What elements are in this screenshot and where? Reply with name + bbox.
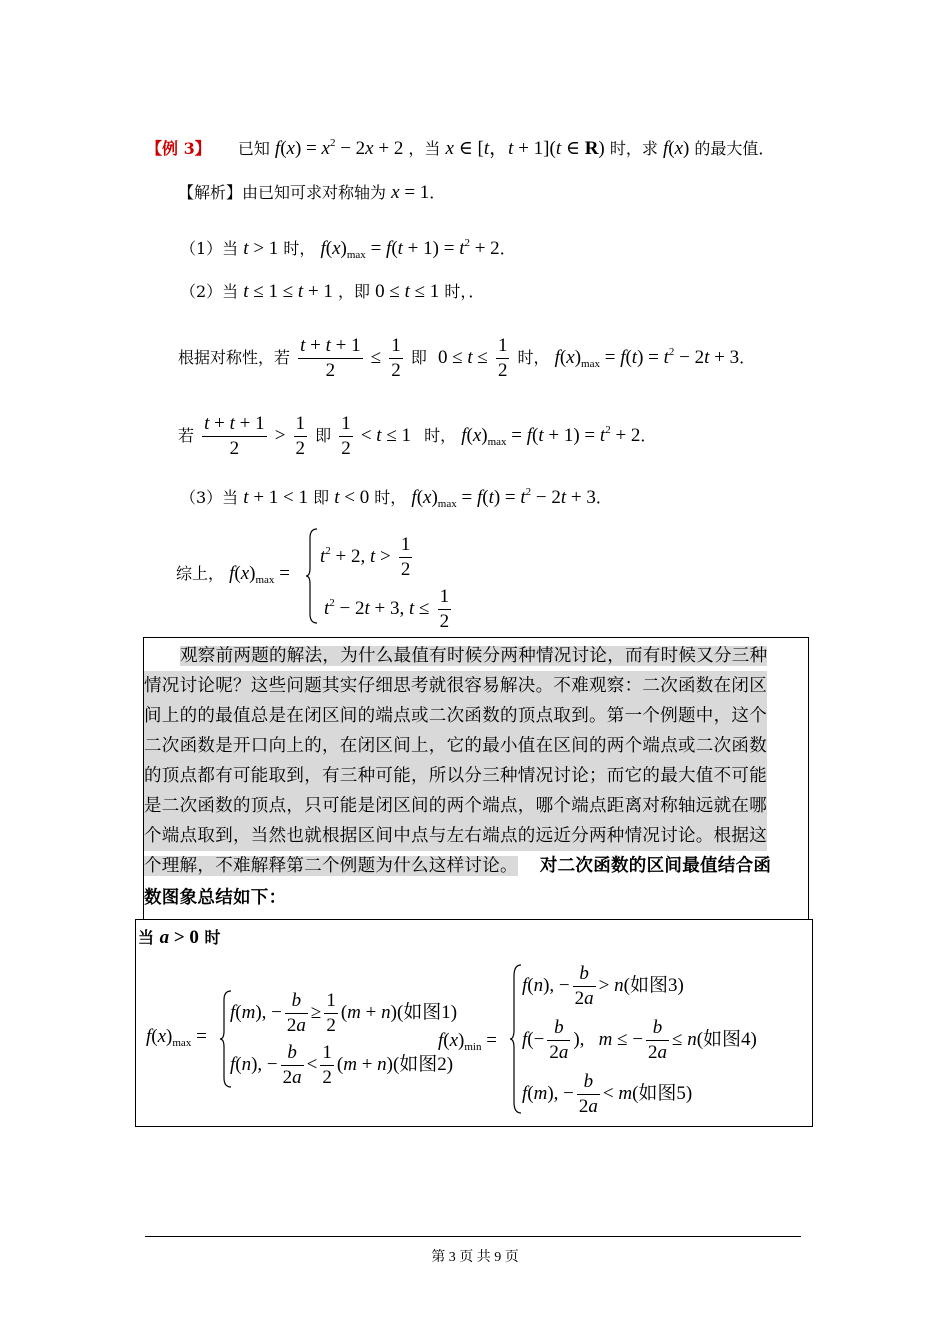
commentary-line: 个理解，不难解释第二个例题为什么这样讨论。 对二次函数的区间最值结合函 [144,856,772,876]
case-text: 时，． [444,282,485,301]
commentary-line: 二次函数是开口向上的，在闭区间上，它的最小值在区间的两个端点或二次函数 [144,731,767,761]
math: $f(x)_{max} = f(t) = t^2 - 2t + 3$ [554,346,740,370]
math: $f(x)_{max} = f(t + 1) = t^2 + 2$ [320,237,500,261]
case-text: 时， [374,488,407,507]
math: 0 ≤ t ≤ [437,347,488,368]
commentary-line: 是二次函数的顶点，只可能是闭区间的两个端点，哪个端点距离对称轴远就在哪 [144,791,767,821]
math: t + 1 < 1 [243,487,308,508]
math-frac: $\frac{1}{2}$ [497,335,508,381]
example-text: 已知 [237,139,270,158]
piece-1: $t^2 + 2$, t > $\frac{1}{2}$ [320,534,411,580]
case-text: 时， [283,239,316,258]
case-label: （3）当 [180,488,239,507]
footer-rule [145,1236,801,1237]
case-text: 即 [410,348,427,367]
commentary-line: 情况讨论呢？这些问题其实仔细思考就很容易解决。不难观察：二次函数在闭区 [144,671,767,701]
summary-box [135,919,813,1127]
commentary-box [143,637,809,920]
math: t > 1 [243,238,279,259]
commentary-line: 个端点取到，当然也就根据区间中点与左右端点的远近分两种情况讨论。根据这 [144,821,767,851]
commentary-line: 间上的的最值总是在闭区间的端点或二次函数的顶点取到。第一个例题中，这个 [144,701,767,731]
commentary-line: 观察前两题的解法，为什么最值有时候分两种情况讨论，而有时候又分三种 [180,646,768,666]
example-text: 时，求 [609,139,658,158]
example-tag: 【例 3】 [146,139,211,158]
case-text: 时， [424,426,457,445]
case-3: （3）当 t + 1 < 1 即 t < 0 时， $f(x)_{max} = f(t) = t^2 - 2t + 3$． [180,486,612,510]
case-label: （1）当 [180,239,239,258]
summary-text: 综上， [176,564,225,583]
example-statement [146,130,775,159]
piece-2: $t^2 - 2t + 3$, t ≤ $\frac{1}{2}$ [324,586,450,632]
page-number: 第 3 页 共 9 页 [431,1250,519,1265]
math-frac: $\frac{t + t + 1}{2}$ [204,413,265,459]
case-2a: 根据对称性，若 $\frac{t + t + 1}{2}$ ≤ $\frac{1}{2}$ 即 0 ≤ t ≤ $\frac{1}{2}$ 时， $f(x)_{max} = f(t) = t^2 - 2t + 3$． [178,335,756,381]
math-fx-def: $f(x) = x^2 - 2x + 2$ [274,137,404,159]
fmin-label: $f(x)_{min}$ = [438,1030,497,1053]
math-frac: $\frac{1}{2}$ [391,335,401,381]
commentary-line: 的顶点都有可能取到，有三种可能，所以分三种情况讨论；而它的最大值不可能 [144,761,767,791]
case-text: 时， [517,348,550,367]
math: $f(x)_{max} = f(t + 1) = t^2 + 2$ [461,424,641,448]
fmin-case-2: f(− $\frac{b}{2a}$ ), m ≤ − $\frac{b}{2a}$ ≤ n(如图4) [522,1017,757,1063]
analysis-label: 【解析】 [178,183,243,202]
case-2b: 若 $\frac{t + t + 1}{2}$ > $\frac{1}{2}$ 即 $\frac{1}{2}$ < t ≤ 1 时， $f(x)_{max} = f(t + 1) = t^2 + 2$． [178,413,657,459]
math: 0 ≤ t ≤ 1 [375,281,440,302]
fmax-case-2: f(n), − $\frac{b}{2a}$ < $\frac{1}{2}$ (m + n)(如图2) [230,1042,454,1088]
case-text: 即 [315,426,332,445]
case-2 [180,279,484,305]
math-frac: $\frac{t + t + 1}{2}$ [300,335,361,381]
math: $f(x)_{max} = f(t) = t^2 - 2t + 3$ [411,486,596,510]
fmin-case-3: f(m), − $\frac{b}{2a}$ < m(如图5) [522,1071,693,1117]
math-frac: $\frac{1}{2}$ [295,413,306,459]
math-frac: $\frac{1}{2}$ [341,413,351,459]
case-text: 根据对称性，若 [178,348,291,367]
analysis-intro: 【解析】由已知可求对称轴为 x = 1． [178,182,446,203]
math: < t ≤ 1 [360,425,411,446]
summary-title: 当 a > 0 时 [138,927,221,948]
brace-icon [510,964,522,1114]
example-text: 的最大值． [694,139,775,158]
fmax-label: $f(x)_{max}$ = [146,1026,207,1049]
fmax-case-1: f(m), − $\frac{b}{2a}$ ≥ $\frac{1}{2}$ (m + n)(如图1) [230,990,458,1036]
case-text: 若 [178,426,195,445]
summary-label [176,560,290,588]
math-axis: x = 1 [391,182,430,203]
commentary-bold-line: 数图象总结如下： [144,888,287,908]
math: t ≤ 1 ≤ t + 1 [243,281,333,302]
brace-icon [306,528,318,624]
math: t < 0 [334,487,370,508]
math-interval: x ∈ [t，t + 1](t ∈ R) [445,138,605,159]
fmin-case-1: f(n), − $\frac{b}{2a}$ > n(如图3) [522,963,684,1009]
case-1: （1）当 t > 1 时， $f(x)_{max} = f(t + 1) = t^2 + 2$． [180,237,516,261]
math: $f(x)_{max}$ = [229,563,290,586]
example-text: ，当 [408,139,441,158]
case-text: ，即 [338,282,371,301]
case-label: （2）当 [180,282,239,301]
analysis-text: 由已知可求对称轴为 [242,183,387,202]
case-text: 即 [313,488,330,507]
math-fx: f(x) [662,138,690,159]
